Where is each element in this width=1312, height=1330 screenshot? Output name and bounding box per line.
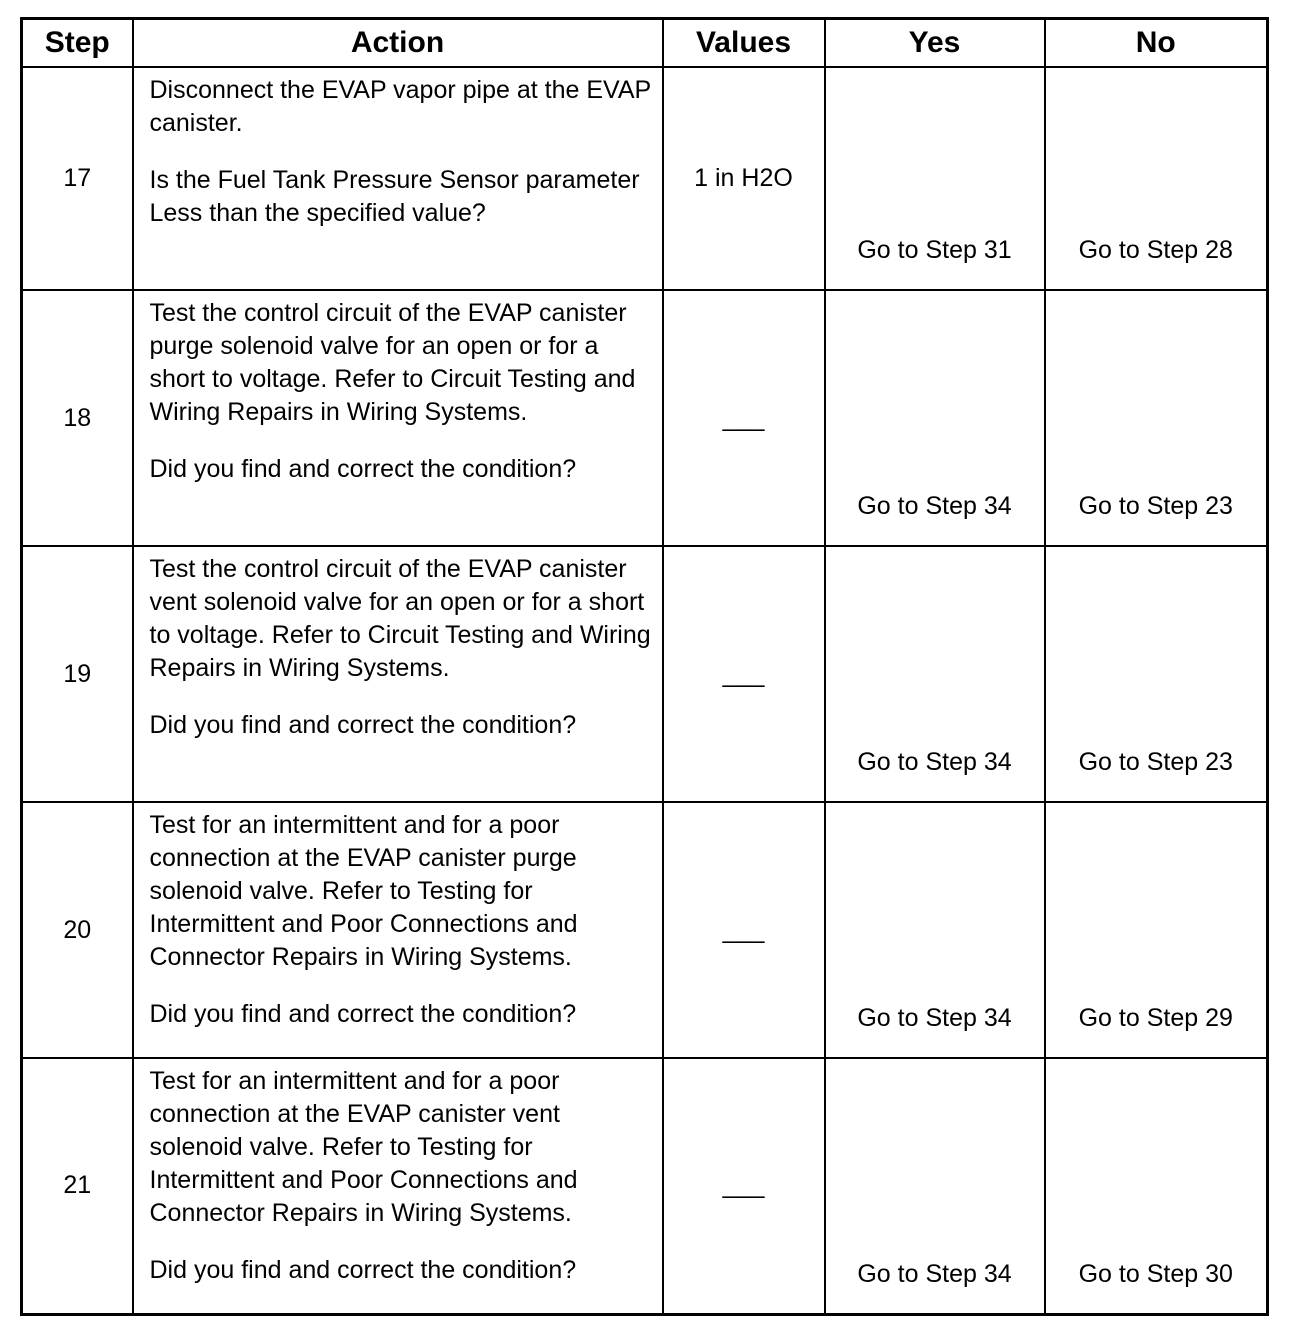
value-cell: ___ — [663, 1058, 825, 1314]
no-cell: Go to Step 28 — [1045, 67, 1268, 290]
no-cell: Go to Step 23 — [1045, 290, 1268, 546]
yes-cell: Go to Step 34 — [825, 290, 1045, 546]
header-no: No — [1045, 19, 1268, 68]
header-action: Action — [133, 19, 663, 68]
no-cell: Go to Step 30 — [1045, 1058, 1268, 1314]
value-cell: ___ — [663, 802, 825, 1058]
header-step: Step — [22, 19, 133, 68]
action-question: Did you find and correct the condition? — [149, 1000, 577, 1028]
action-cell — [133, 546, 663, 802]
table-row — [22, 802, 1268, 1058]
action-question: Is the Fuel Tank Pressure Sensor parameter Less than the specified value? — [149, 166, 640, 227]
value-cell: ___ — [663, 546, 825, 802]
action-question: Did you find and correct the condition? — [149, 1256, 577, 1284]
no-cell: Go to Step 23 — [1045, 546, 1268, 802]
step-number: 20 — [22, 802, 133, 1058]
action-text: Test for an intermittent and for a poor connection at the EVAP canister vent solenoid valve. Refer to Testing for Intermittent and Poor Connections and Connector Repairs in Wiring Systems. — [149, 1067, 578, 1227]
action-cell — [133, 67, 663, 290]
yes-cell: Go to Step 34 — [825, 802, 1045, 1058]
table-row — [22, 546, 1268, 802]
step-number: 21 — [22, 1058, 133, 1314]
action-cell — [133, 290, 663, 546]
yes-cell: Go to Step 34 — [825, 546, 1045, 802]
action-question: Did you find and correct the condition? — [149, 711, 577, 739]
action-text: Test the control circuit of the EVAP canister vent solenoid valve for an open or for a short to voltage. Refer to Circuit Testing and Wiring Repairs in Wiring Systems. — [149, 555, 651, 682]
header-values: Values — [663, 19, 825, 68]
yes-cell: Go to Step 31 — [825, 67, 1045, 290]
table-row — [22, 67, 1268, 290]
yes-cell: Go to Step 34 — [825, 1058, 1045, 1314]
action-cell — [133, 1058, 663, 1314]
diagnostic-table — [20, 17, 1269, 1316]
action-cell — [133, 802, 663, 1058]
action-text: Disconnect the EVAP vapor pipe at the EVAP canister. — [149, 76, 651, 137]
step-number: 17 — [22, 67, 133, 290]
action-text: Test the control circuit of the EVAP canister purge solenoid valve for an open or for a short to voltage. Refer to Circuit Testing and Wiring Repairs in Wiring Systems. — [149, 299, 636, 426]
step-number: 19 — [22, 546, 133, 802]
table-row — [22, 290, 1268, 546]
value-cell: ___ — [663, 290, 825, 546]
header-row — [22, 19, 1268, 68]
action-text: Test for an intermittent and for a poor connection at the EVAP canister purge solenoid valve. Refer to Testing for Intermittent and Poor Connections and Connector Repairs in Wiring Systems. — [149, 811, 578, 971]
table-row — [22, 1058, 1268, 1314]
header-yes: Yes — [825, 19, 1045, 68]
no-cell: Go to Step 29 — [1045, 802, 1268, 1058]
step-number: 18 — [22, 290, 133, 546]
action-question: Did you find and correct the condition? — [149, 455, 577, 483]
value-cell: 1 in H2O — [663, 67, 825, 290]
